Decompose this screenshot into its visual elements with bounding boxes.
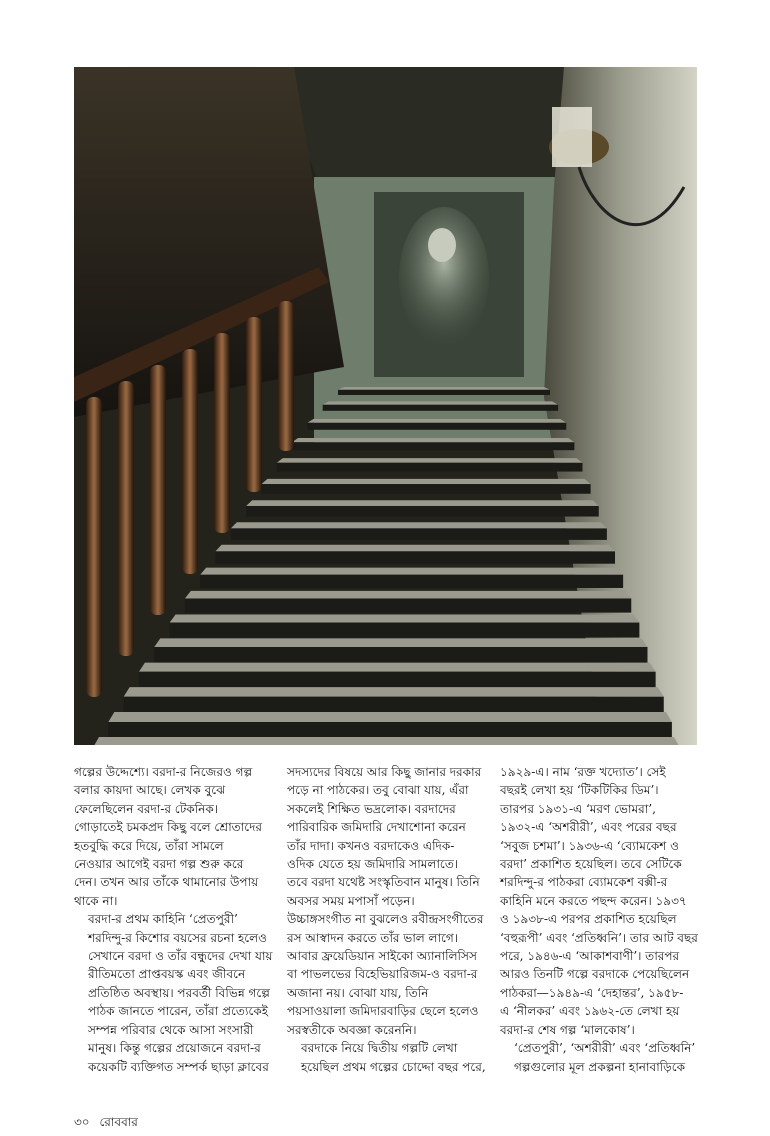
paragraph xyxy=(287,763,483,1039)
text-line: উচ্চাঙ্গসংগীত না বুঝলেও রবীন্দ্রসংগীতের xyxy=(287,912,484,927)
text-line: পাঠকরা—১৯৪৯-এ ‘দেহান্তর’, ১৯৫৮- xyxy=(500,985,684,1000)
text-line: ওদিক যেতে হয় জমিদারি সামলাতে। xyxy=(287,857,459,872)
text-line: বরদা’ প্রকাশিত হয়েছিল। তবে সেটিকে xyxy=(500,857,682,872)
stair-riser xyxy=(338,390,550,395)
text-line: কাহিনি মনে করতে পছন্দ করেন। ১৯৩৭ xyxy=(500,893,687,908)
stair-tread xyxy=(246,500,599,506)
paragraph xyxy=(74,763,270,910)
text-line: ১৯৩২-এ ‘অশরীরী’, এবং পরের বছর xyxy=(500,820,677,835)
text-line: ‘সবুজ চশমা’। ১৯৩৬-এ ‘ব্যোমকেশ ও xyxy=(500,838,680,853)
page-number: ৩০ xyxy=(74,1115,90,1129)
text-line: গল্পের উদ্দেশ্যে। বরদা-র নিজেরও গল্প xyxy=(74,765,253,779)
magazine-name: রোববার xyxy=(99,1115,138,1129)
stair-tread xyxy=(200,568,623,575)
baluster xyxy=(214,333,230,533)
stair-riser xyxy=(261,484,590,494)
stair-riser xyxy=(292,442,574,450)
text-line: সম্পন্ন পরিবার থেকে আসা সংসারী xyxy=(88,1022,254,1037)
paragraph xyxy=(500,763,696,1039)
stair-riser xyxy=(154,647,647,663)
stair-tread xyxy=(216,545,616,552)
stair-riser xyxy=(139,672,656,689)
stair-riser xyxy=(277,463,583,472)
stair-riser xyxy=(307,423,566,430)
stair-tread xyxy=(277,458,583,463)
text-line: বরদাকে নিয়ে দ্বিতীয় গল্পটি লেখা xyxy=(301,1041,458,1056)
stair-riser xyxy=(124,697,664,715)
text-line: সদস্যদের বিষয়ে আর কিছু জানার দরকার xyxy=(287,765,482,779)
text-column-3 xyxy=(500,763,696,1076)
text-line: শরদিন্দু-র কিশোর বয়সের রচনা হলেও xyxy=(88,930,268,945)
text-line: রীতিমতো প্রাপ্তবয়স্ক এবং জীবনে xyxy=(88,967,246,982)
text-line: পড়ে না পাঠকের। তবু বোঝা যায়, এঁরা xyxy=(287,783,469,798)
paragraph xyxy=(287,1039,486,1076)
stair-tread xyxy=(185,591,631,599)
text-line: সকলেই শিক্ষিত ভদ্রলোক। বরদাদের xyxy=(287,801,456,816)
text-line: হয়েছিল প্রথম গল্পের চোদ্দো বছর পরে, xyxy=(301,1059,486,1074)
text-line: পয়সাওয়ালা জমিদারবাড়ির ছেলে হলেও xyxy=(287,1004,479,1019)
text-column-1 xyxy=(74,763,273,1076)
text-column-2 xyxy=(287,763,486,1076)
baluster xyxy=(150,365,166,615)
stair-tread xyxy=(108,712,672,722)
text-line: ‘প্রেতপুরী’, ‘অশরীরী’ এবং ‘প্রতিধ্বনি’ xyxy=(514,1041,696,1056)
text-line: ও ১৯৩৮-এ পরপর প্রকাশিত হয়েছিল xyxy=(500,912,677,927)
stair-tread xyxy=(231,522,607,528)
text-line: তাঁর দাদা। কখনও বরদাকেও এদিক- xyxy=(287,838,455,853)
text-line: পাঠক জানতে পারেন, তাঁরা প্রত্যেকেই xyxy=(88,1004,269,1019)
text-line: ‘বহুরূপী’ এবং ‘প্রতিধ্বনি’। তার আট বছর xyxy=(500,930,698,945)
text-line: সরস্বতীকে অবজ্ঞা করেননি। xyxy=(287,1022,417,1037)
baluster xyxy=(278,301,294,451)
text-line: বা পাভলভের বিহেভিয়ারিজম-ও বরদা-র xyxy=(287,967,478,982)
stair-tread xyxy=(292,438,574,442)
baluster xyxy=(246,317,262,492)
stair-tread xyxy=(323,401,558,404)
stair-tread xyxy=(170,614,640,622)
text-line: তারপর ১৯৩১-এ ‘মরণ ভোমরা’, xyxy=(500,801,656,816)
text-line: বছরই লেখা হয় ‘টিকটিকির ডিম’। xyxy=(500,783,659,798)
baluster xyxy=(118,381,134,656)
text-line: অবসর সময় মপাসাঁ পড়েন। xyxy=(287,893,415,908)
stair-tread xyxy=(261,479,590,484)
text-line: ফেলেছিলেন বরদা-র টেকনিক। xyxy=(74,801,219,816)
paragraph xyxy=(74,910,273,1076)
text-line: রস আস্বাদন করতে তাঁর ভাল লাগে। xyxy=(287,930,459,945)
text-line: তবে বরদা যথেষ্ট সংস্কৃতিবান মানুষ। তিনি xyxy=(287,875,480,890)
stair-riser xyxy=(216,551,616,563)
text-line: বরদা-র প্রথম কাহিনি ‘প্রেতপুরী’ xyxy=(88,912,238,927)
text-line: কয়েকটি ব্যক্তিগত সম্পর্ক ছাড়া ক্লাবের xyxy=(88,1059,269,1074)
text-line: গল্পগুলোর মূল প্রকল্পনা হানাবাড়িকে xyxy=(514,1059,686,1074)
text-line: পারিবারিক জমিদারি দেখাশোনা করেন xyxy=(287,820,466,835)
text-line: বরদা-র শেষ গল্প ‘মালকোষ’। xyxy=(500,1022,635,1037)
stair-tread xyxy=(124,687,664,697)
page-footer xyxy=(74,1114,144,1134)
stair-tread xyxy=(154,638,647,647)
stair-tread xyxy=(93,737,680,745)
text-line: শরদিন্দু-র পাঠকরা ব্যোমকেশ বক্সী-র xyxy=(500,875,668,890)
baluster xyxy=(86,397,102,697)
text-line: এ ‘নীলকর’ এবং ১৯৬২-তে লেখা হয় xyxy=(500,1004,680,1019)
text-line: আরও তিনটি গল্পে বরদাকে পেয়েছিলেন xyxy=(500,967,690,982)
text-line: পরে, ১৯৪৬-এ ‘আকাশবাণী’। তারপর xyxy=(500,949,680,964)
stair-riser xyxy=(231,528,607,539)
text-line: হতবুদ্ধি করে দিয়ে, তাঁরা সামলে xyxy=(74,838,224,853)
text-line: আবার ফ্রয়েডিয়ান সাইকো অ্যানালিসিস xyxy=(287,949,477,964)
stair-riser xyxy=(323,405,558,411)
text-line: প্রতিষ্ঠিত অবস্থায়। পরবর্তী বিভিন্ন গল্পে xyxy=(88,985,270,1000)
text-line: বলার কায়দা আছে। লেখক বুঝে xyxy=(74,783,226,798)
text-line: ১৯২৯-এ। নাম ‘রক্ত খদ্যোত’। সেই xyxy=(500,765,666,779)
text-line: মানুষ। কিন্তু গল্পের প্রয়োজনে বরদা-র xyxy=(88,1041,261,1056)
text-line: গোড়াতেই চমকপ্রদ কিছু বলে শ্রোতাদের xyxy=(74,820,263,835)
stair-tread xyxy=(338,387,550,390)
text-line: দেন। তখন আর তাঁকে থামানোর উপায় xyxy=(74,875,259,890)
text-line: নেওয়ার আগেই বরদা গল্প শুরু করে xyxy=(74,857,244,872)
text-line: অজানা নয়। বোঝা যায়, তিনি xyxy=(287,985,429,1000)
stair-riser xyxy=(246,506,599,517)
baluster xyxy=(182,349,198,574)
text-line: সেখানে বরদা ও তাঁর বন্ধুদের দেখা যায় xyxy=(88,949,273,964)
text-line: থাকে না। xyxy=(74,893,118,908)
stair-tread xyxy=(139,663,656,672)
staircase-photo xyxy=(74,67,697,745)
stair-riser xyxy=(200,575,623,588)
stair-riser xyxy=(185,598,631,612)
stair-riser xyxy=(170,623,640,638)
stair-tread xyxy=(307,419,566,423)
paragraph xyxy=(500,1039,696,1076)
